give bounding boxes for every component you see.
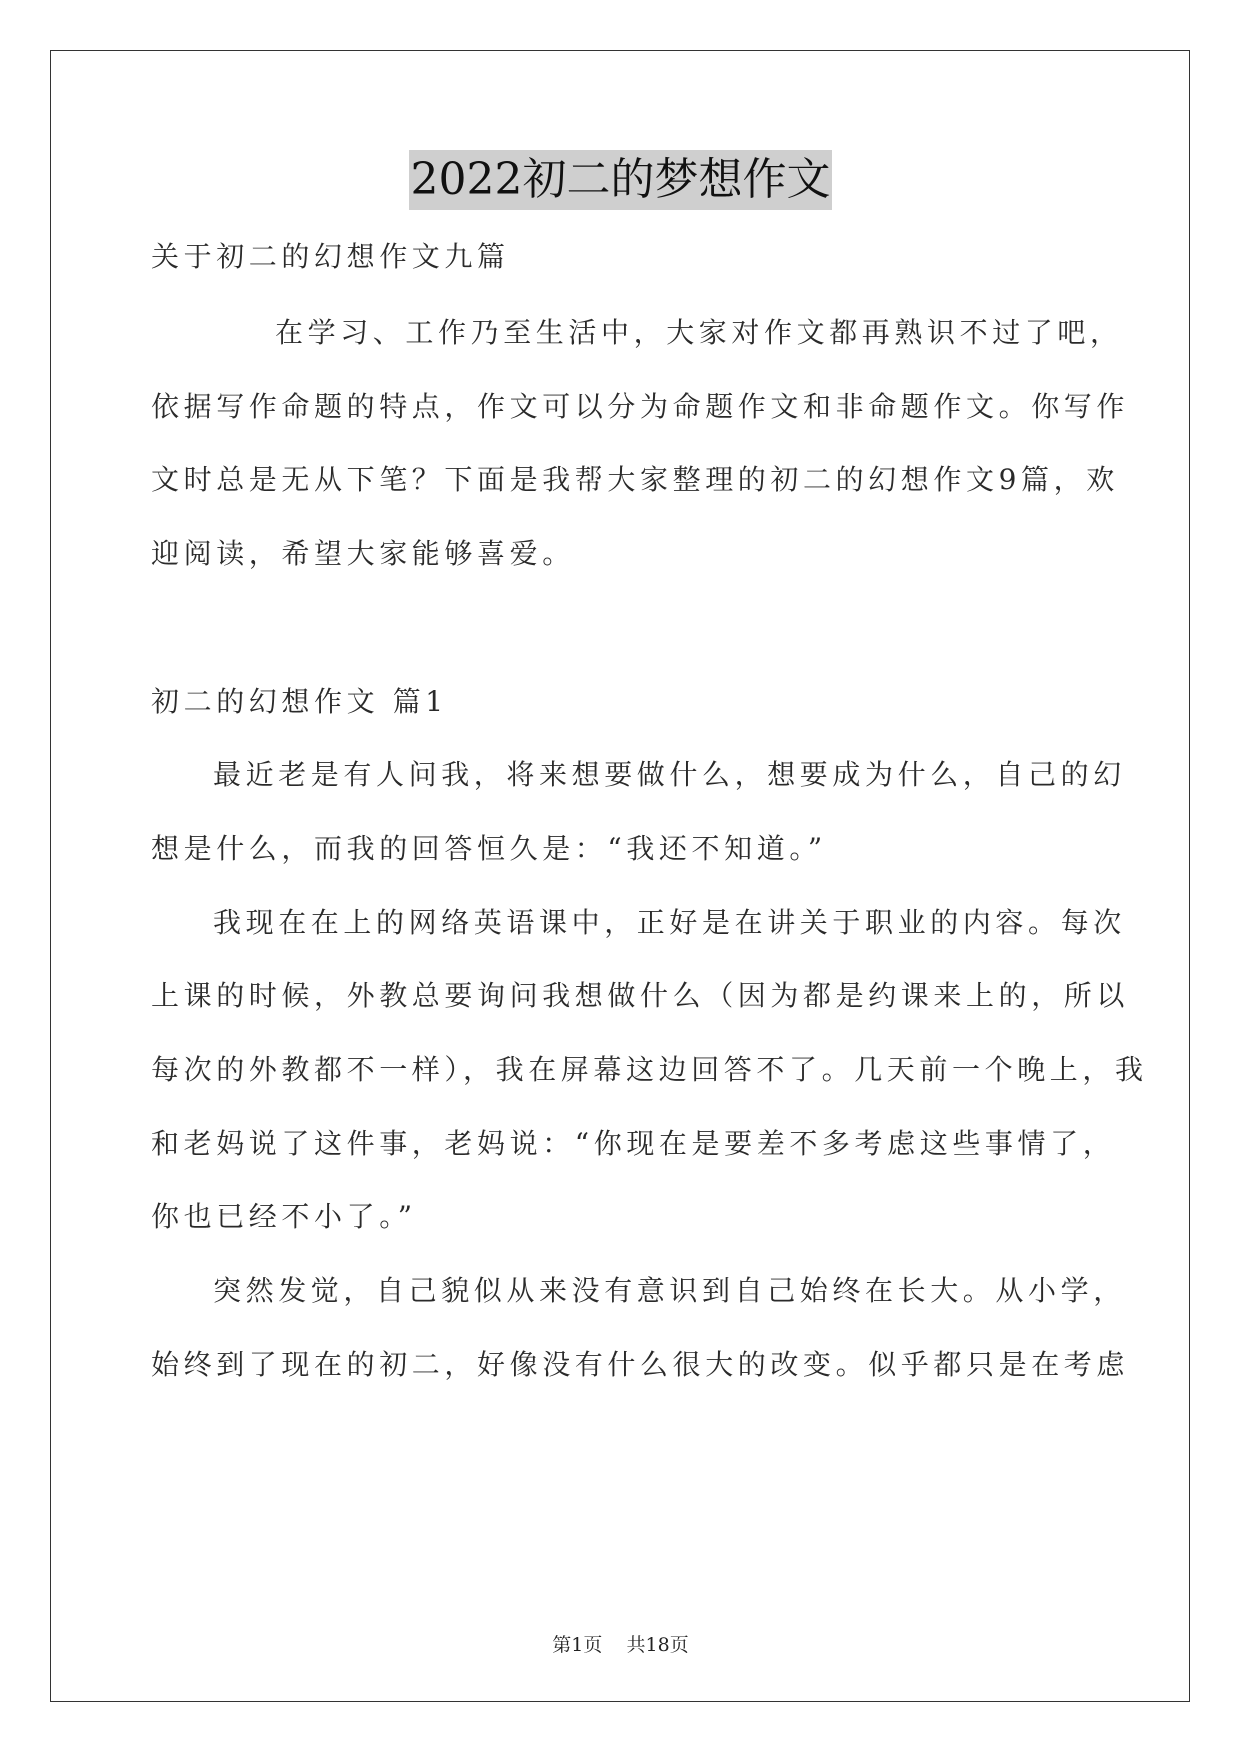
page-number: 第1页 (552, 1634, 603, 1656)
paragraph-line: 最近老是有人问我，将来想要做什么，想要成为什么，自己的幻 (213, 758, 1126, 791)
page-footer (0, 1630, 1241, 1657)
page-total: 共18页 (626, 1634, 689, 1656)
paragraph-line: 每次的外教都不一样），我在屏幕这边回答不了。几天前一个晚上，我 (151, 1053, 1148, 1086)
document-subtitle: 关于初二的幻想作文九篇 (151, 240, 510, 273)
paragraph-line: 依据写作命题的特点，作文可以分为命题作文和非命题作文。你写作 (151, 390, 1130, 423)
paragraph-line: 始终到了现在的初二，好像没有什么很大的改变。似乎都只是在考虑 (151, 1348, 1130, 1381)
title-container (0, 150, 1241, 210)
section-heading: 初二的幻想作文 篇1 (151, 685, 448, 718)
paragraph-line: 迎阅读，希望大家能够喜爱。 (151, 537, 575, 570)
page-border (50, 50, 1190, 1702)
paragraph-line: 你也已经不小了。” (151, 1200, 417, 1233)
paragraph-line: 文时总是无从下笔？下面是我帮大家整理的初二的幻想作文9篇，欢 (151, 463, 1119, 496)
paragraph-line: 上课的时候，外教总要询问我想做什么（因为都是约课来上的，所以 (151, 979, 1130, 1012)
paragraph-line: 突然发觉，自己貌似从来没有意识到自己始终在长大。从小学， (213, 1274, 1126, 1307)
paragraph-line: 想是什么，而我的回答恒久是：“我还不知道。” (151, 832, 827, 865)
paragraph-line: 和老妈说了这件事，老妈说：“你现在是要差不多考虑这些事情了， (151, 1127, 1116, 1160)
paragraph-line: 我现在在上的网络英语课中，正好是在讲关于职业的内容。每次 (213, 906, 1126, 939)
paragraph-line: 在学习、工作乃至生活中，大家对作文都再熟识不过了吧， (275, 316, 1123, 349)
document-title: 2022初二的梦想作文 (409, 150, 833, 210)
